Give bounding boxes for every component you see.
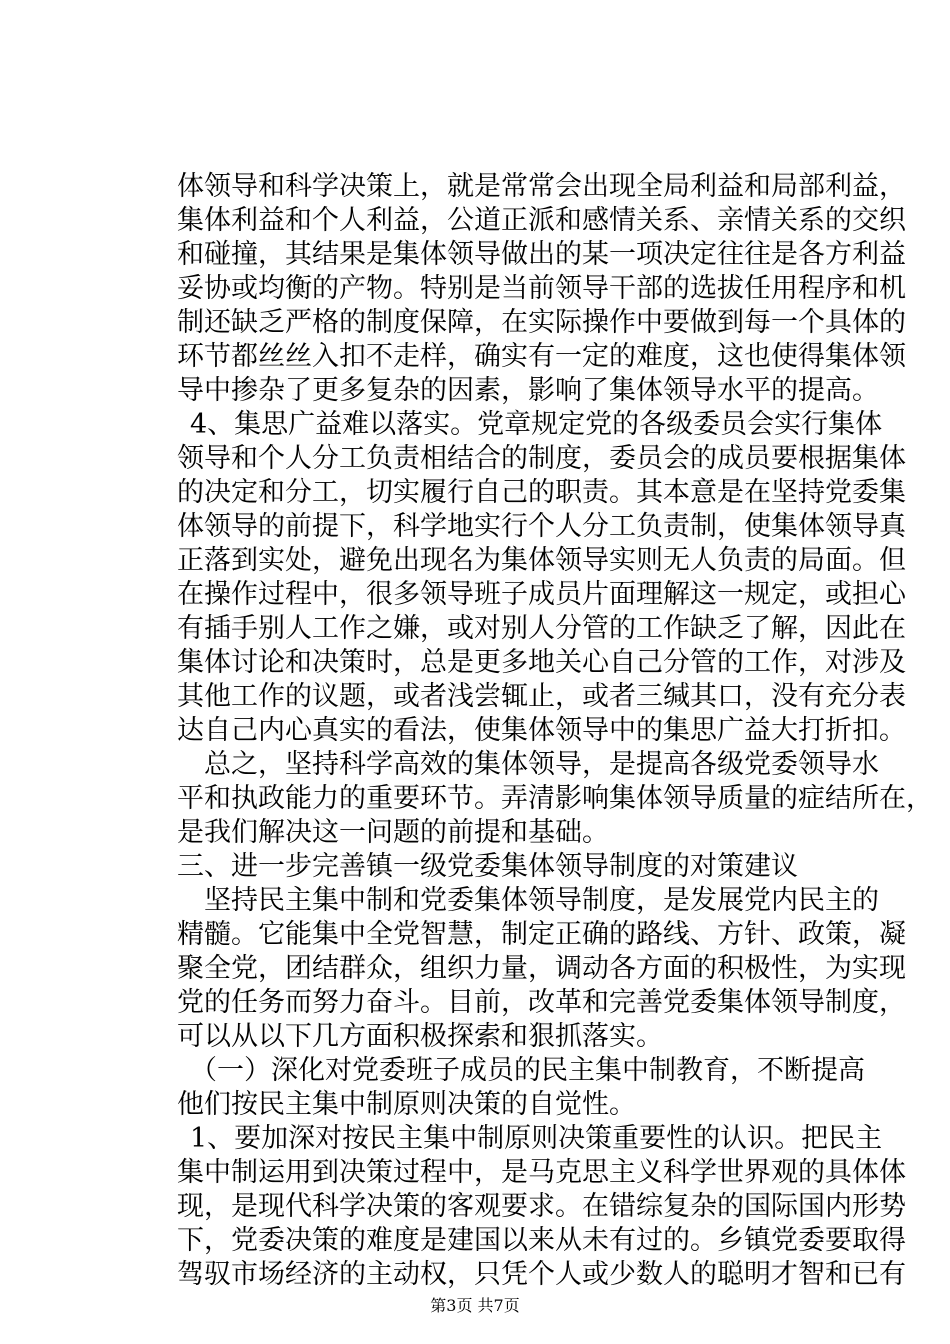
text-line: 其他工作的议题，或者浅尝辄止，或者三缄其口，没有充分表 [177,681,906,712]
text-line: 和碰撞，其结果是集体领导做出的某一项决定往往是各方利益 [177,239,906,270]
text-line: 环节都丝丝入扣不走样，确实有一定的难度，这也使得集体领 [177,341,906,372]
text-line: 可以从以下几方面积极探索和狠抓落实。 [177,1021,663,1052]
text-line: 集体讨论和决策时，总是更多地关心自己分管的工作，对涉及 [177,647,906,678]
text-line: 集中制运用到决策过程中，是马克思主义科学世界观的具体体 [177,1157,906,1188]
text-line: 1、要加深对按民主集中制原则决策重要性的认识。把民主 [190,1123,883,1154]
text-line: 体领导的前提下，科学地实行个人分工负责制，使集体领导真 [177,511,906,542]
text-line: 在操作过程中，很多领导班子成员片面理解这一规定，或担心 [177,579,906,610]
text-line: 驾驭市场经济的主动权，只凭个人或少数人的聪明才智和已有 [177,1259,906,1290]
text-line: 集体利益和个人利益，公道正派和感情关系、亲情关系的交织 [177,205,906,236]
text-line: 达自己内心真实的看法，使集体领导中的集思广益大打折扣。 [177,715,906,746]
text-line: 妥协或均衡的产物。特别是当前领导干部的选拔任用程序和机 [177,273,906,304]
text-line: 现，是现代科学决策的客观要求。在错综复杂的国际国内形势 [177,1191,906,1222]
text-line: 制还缺乏严格的制度保障，在实际操作中要做到每一个具体的 [177,307,906,338]
text-line: 下，党委决策的难度是建国以来从未有过的。乡镇党委要取得 [177,1225,906,1256]
text-line: 正落到实处，避免出现名为集体领导实则无人负责的局面。但 [177,545,906,576]
text-line: 4、集思广益难以落实。党章规定党的各级委员会实行集体 [190,409,883,440]
text-line: 的决定和分工，切实履行自己的职责。其本意是在坚持党委集 [177,477,906,508]
page-number: 第3页 共7页 [430,1296,520,1315]
text-line: 是我们解决这一问题的前提和基础。 [177,817,609,848]
section-heading: 三、进一步完善镇一级党委集体领导制度的对策建议 [177,851,798,882]
text-line: 体领导和科学决策上，就是常常会出现全局利益和局部利益， [177,171,906,202]
text-line: 总之，坚持科学高效的集体领导，是提高各级党委领导水 [204,749,879,780]
subsection-heading: 他们按民主集中制原则决策的自觉性。 [177,1089,636,1120]
text-line: 坚持民主集中制和党委集体领导制度，是发展党内民主的 [204,885,879,916]
text-line: 党的任务而努力奋斗。目前，改革和完善党委集体领导制度， [177,987,906,1018]
text-line: 平和执政能力的重要环节。弄清影响集体领导质量的症结所在， [177,783,933,814]
text-line: 聚全党，团结群众，组织力量，调动各方面的积极性，为实现 [177,953,906,984]
text-line: 领导和个人分工负责相结合的制度，委员会的成员要根据集体 [177,443,906,474]
text-line: 精髓。它能集中全党智慧，制定正确的路线、方针、政策，凝 [177,919,906,950]
subsection-heading: （一）深化对党委班子成员的民主集中制教育，不断提高 [190,1055,865,1086]
text-line: 导中掺杂了更多复杂的因素，影响了集体领导水平的提高。 [177,375,879,406]
text-line: 有插手别人工作之嫌，或对别人分管的工作缺乏了解，因此在 [177,613,906,644]
